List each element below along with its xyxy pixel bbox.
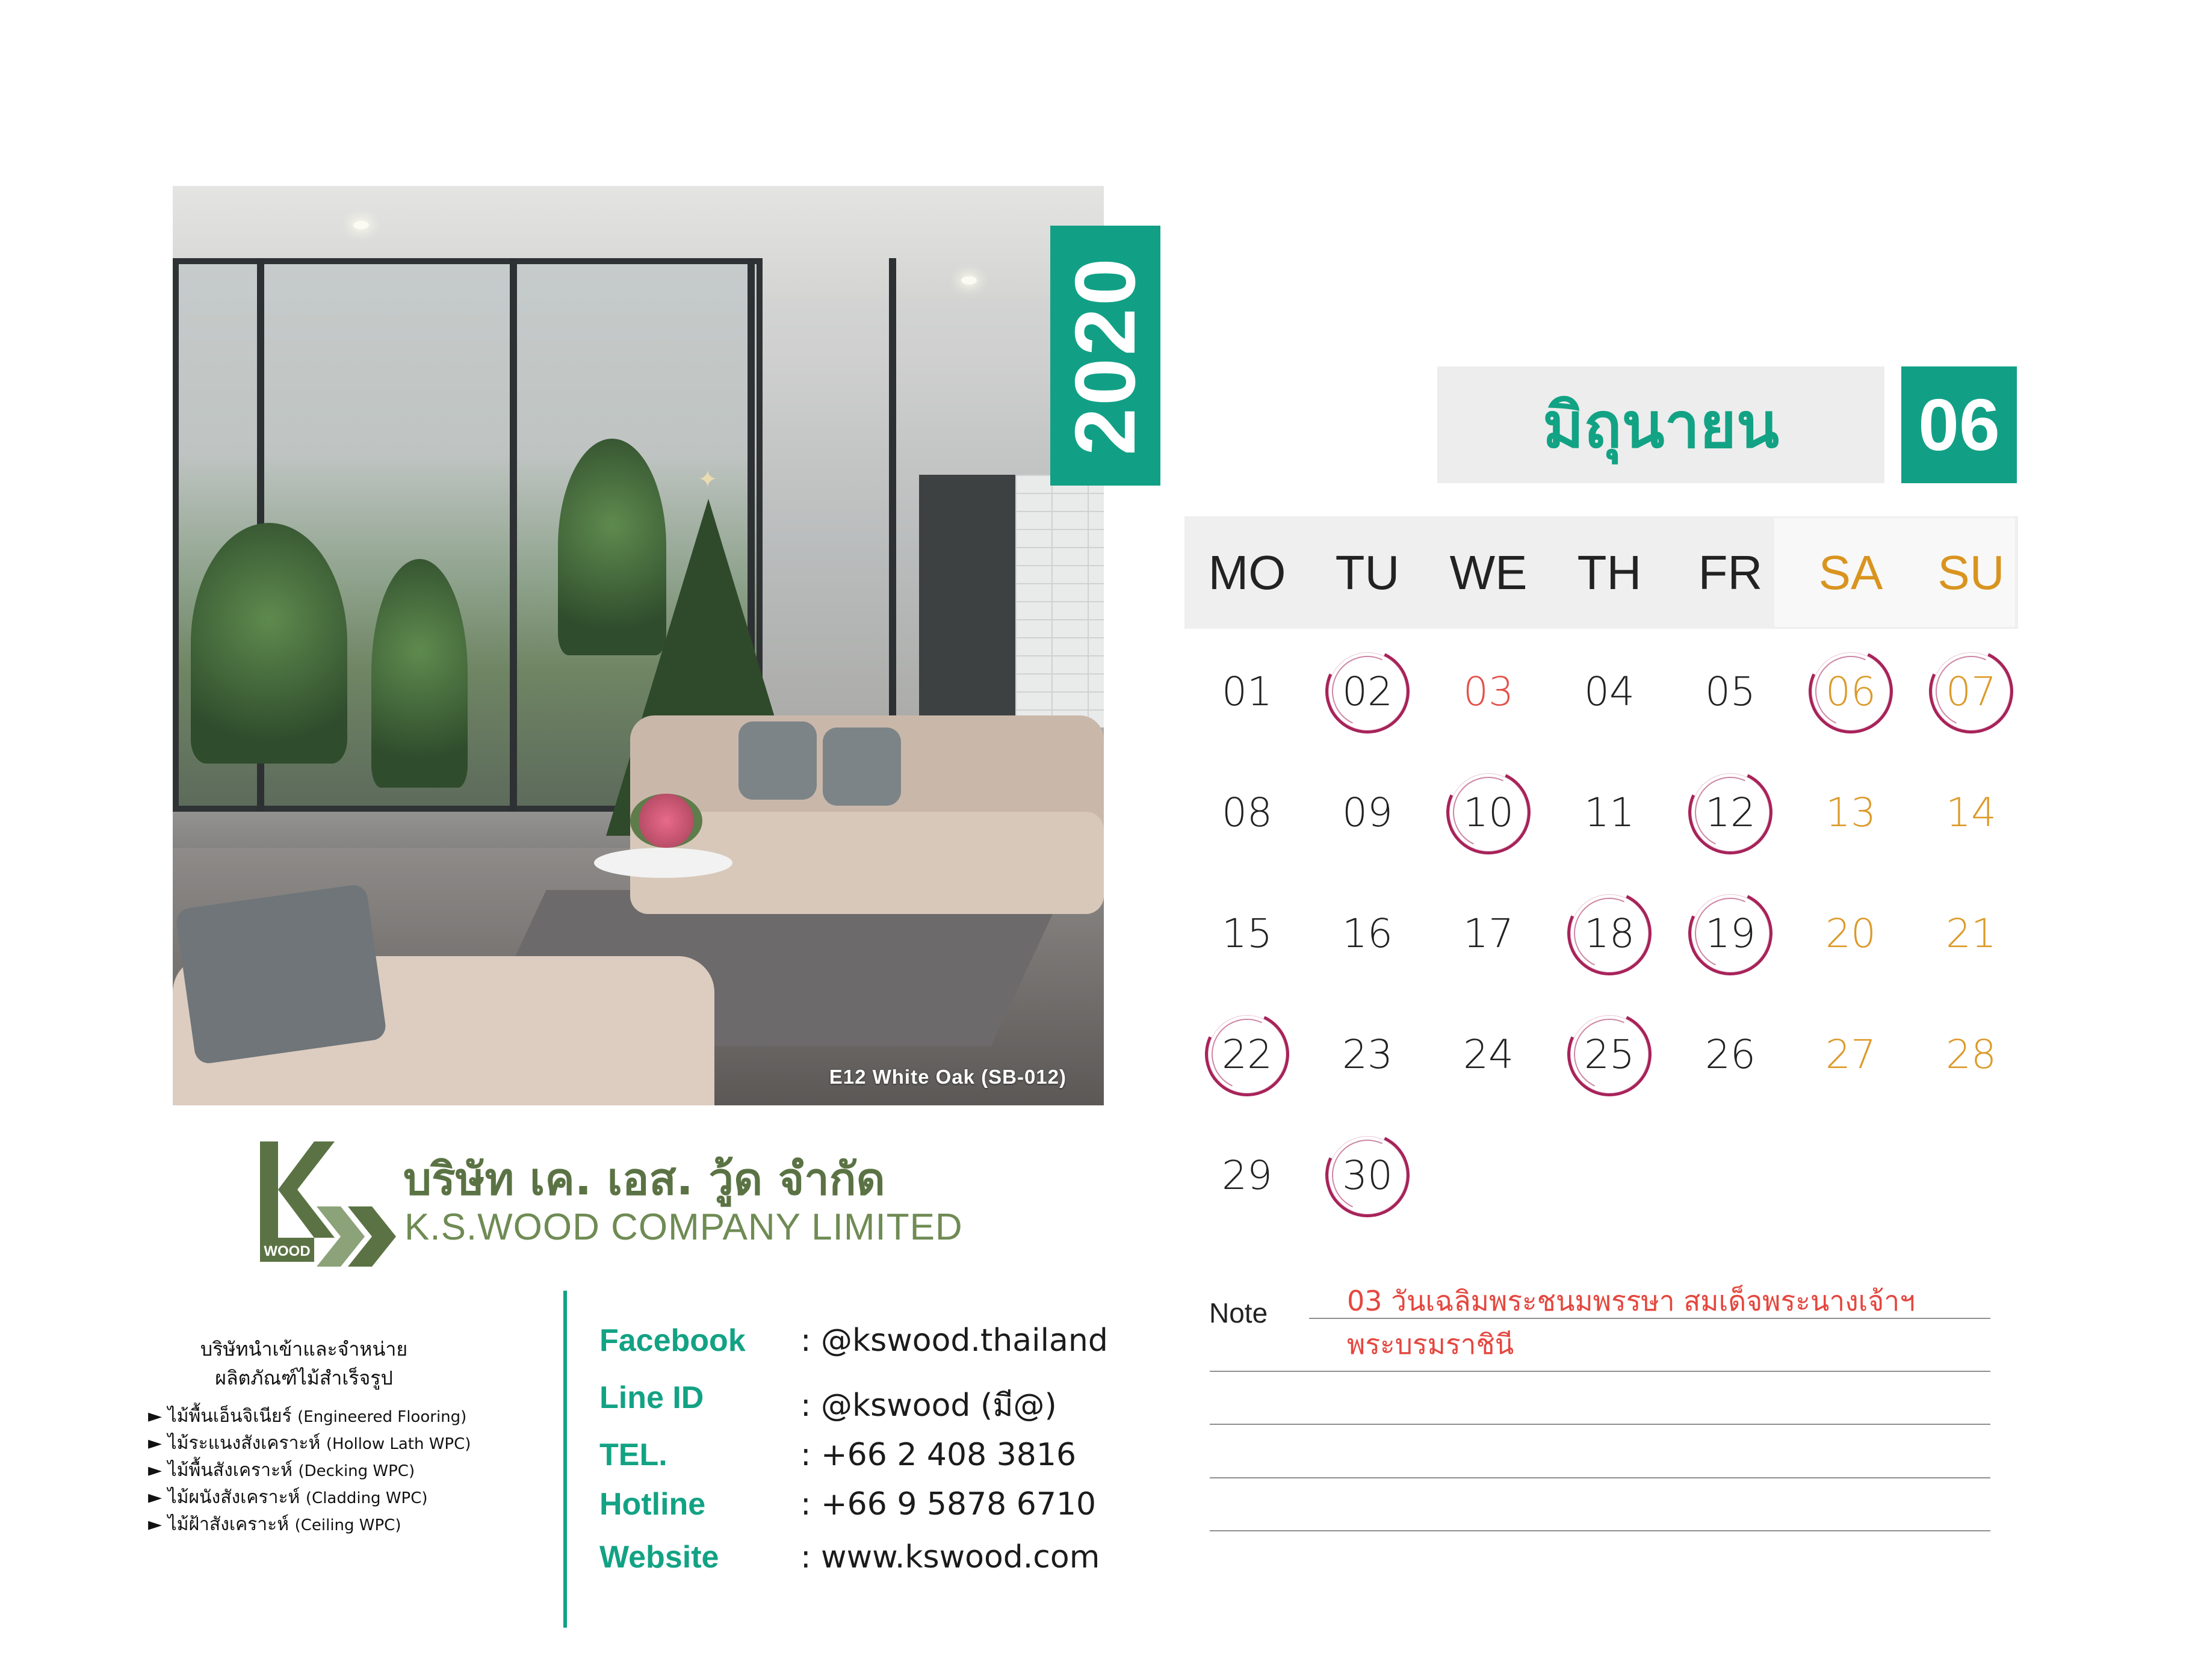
day-number: 03 xyxy=(1463,668,1514,715)
day-cell xyxy=(1187,649,1307,733)
plant xyxy=(371,559,468,788)
contact-label-facebook: Facebook xyxy=(599,1323,746,1358)
day-cell xyxy=(1307,1012,1428,1096)
ks-wood-logo-icon xyxy=(259,1140,397,1274)
product-item: ► ไม้ผนังสังเคราะห์ (Cladding WPC) xyxy=(148,1487,428,1508)
contact-divider xyxy=(563,1291,567,1628)
product-en: (Hollow Lath WPC) xyxy=(326,1435,471,1453)
contact-label-tel: TEL. xyxy=(599,1438,667,1472)
product-en: (Cladding WPC) xyxy=(305,1489,428,1507)
contact-value-hotline[interactable]: : +66 9 5878 6710 xyxy=(800,1486,1097,1522)
day-cell xyxy=(1670,891,1791,975)
logo-text: WOOD xyxy=(264,1243,311,1259)
day-cell xyxy=(1307,649,1428,733)
day-cell xyxy=(1187,1012,1307,1096)
day-cell-weekend xyxy=(1791,770,1911,854)
day-number: 04 xyxy=(1584,668,1635,715)
weekday-tu: TU xyxy=(1335,545,1400,599)
note-line xyxy=(1309,1318,1990,1319)
product-item: ► ไม้ฝ้าสังเคราะห์ (Ceiling WPC) xyxy=(148,1514,401,1535)
day-cell-weekend xyxy=(1911,649,2031,733)
intro-line: บริษัทนำเข้าและจำหน่าย xyxy=(200,1338,408,1360)
contact-value-facebook[interactable]: : @kswood.thailand xyxy=(800,1323,1108,1359)
note-text-line1: 03 วันเฉลิมพระชนมพรรษา สมเด็จพระนางเจ้าฯ xyxy=(1347,1285,1915,1317)
day-cell xyxy=(1670,649,1791,733)
cushion xyxy=(823,727,901,806)
company-name-th: บริษัท เค. เอส. วู้ด จำกัด xyxy=(403,1153,885,1205)
note-line xyxy=(1210,1477,1990,1478)
day-cell xyxy=(1670,1012,1791,1096)
weekday-th: TH xyxy=(1577,545,1642,599)
day-cell xyxy=(1187,770,1307,854)
day-cell xyxy=(1428,770,1549,854)
day-cell-weekend xyxy=(1791,891,1911,975)
day-cell xyxy=(1428,891,1549,975)
contact-value-tel[interactable]: : +66 2 408 3816 xyxy=(800,1437,1077,1473)
product-th: ไม้พื้นสังเคราะห์ xyxy=(167,1460,293,1481)
ceiling-light xyxy=(353,221,369,229)
day-number: 27 xyxy=(1825,1031,1876,1078)
day-number: 15 xyxy=(1222,910,1272,957)
weekday-we: WE xyxy=(1449,545,1528,599)
contact-label-line: Line ID xyxy=(599,1380,704,1415)
month-number: 06 xyxy=(1901,366,2017,483)
day-number: 18 xyxy=(1584,910,1635,957)
day-number: 06 xyxy=(1825,668,1876,715)
day-cell xyxy=(1307,891,1428,975)
day-number: 10 xyxy=(1463,789,1514,836)
day-number: 12 xyxy=(1705,789,1756,836)
product-item: ► ไม้พื้นเอ็นจิเนียร์ (Engineered Flooring) xyxy=(148,1406,467,1427)
day-cell-weekend xyxy=(1911,891,2031,975)
day-cell-weekend xyxy=(1911,1012,2031,1096)
cushion xyxy=(175,883,387,1065)
product-th: ไม้ผนังสังเคราะห์ xyxy=(167,1487,300,1508)
day-cell xyxy=(1307,1133,1428,1217)
company-intro xyxy=(163,1335,445,1392)
day-cell xyxy=(1187,1133,1307,1217)
day-cell xyxy=(1549,649,1670,733)
note-line xyxy=(1210,1371,1990,1372)
intro-line: ผลิตภัณฑ์ไม้สำเร็จรูป xyxy=(215,1367,393,1389)
day-number: 05 xyxy=(1705,668,1756,715)
weekday-sa: SA xyxy=(1818,545,1883,599)
product-item: ► ไม้พื้นสังเคราะห์ (Decking WPC) xyxy=(148,1460,415,1481)
day-number: 30 xyxy=(1342,1152,1393,1199)
note-label: Note xyxy=(1209,1297,1268,1329)
month-name: มิถุนายน xyxy=(1542,388,1780,462)
day-cell-weekend xyxy=(1791,1012,1911,1096)
product-item: ► ไม้ระแนงสังเคราะห์ (Hollow Lath WPC) xyxy=(148,1433,471,1454)
product-en: (Engineered Flooring) xyxy=(297,1408,467,1426)
day-cell xyxy=(1187,891,1307,975)
day-number: 13 xyxy=(1825,789,1876,836)
day-number: 17 xyxy=(1463,910,1514,957)
product-en: (Ceiling WPC) xyxy=(294,1516,401,1534)
coffee-table xyxy=(594,848,732,878)
day-number: 01 xyxy=(1222,668,1272,715)
month-name-box xyxy=(1437,366,1884,483)
tile-wall xyxy=(1015,475,1104,727)
day-number: 21 xyxy=(1946,910,1996,957)
day-number: 14 xyxy=(1946,789,1996,836)
contact-value-line[interactable]: : @kswood (มี@) xyxy=(800,1388,1057,1424)
product-th: ไม้ฝ้าสังเคราะห์ xyxy=(167,1514,289,1535)
day-number: 11 xyxy=(1584,789,1635,836)
day-number: 24 xyxy=(1463,1031,1514,1078)
day-number: 25 xyxy=(1584,1031,1635,1078)
product-en: (Decking WPC) xyxy=(298,1462,415,1480)
weekday-fr: FR xyxy=(1698,545,1763,599)
flower-vase xyxy=(630,794,702,848)
contact-label-hotline: Hotline xyxy=(599,1487,706,1522)
day-number: 23 xyxy=(1342,1031,1393,1078)
year-tab xyxy=(1050,226,1160,486)
note-line xyxy=(1210,1530,1990,1531)
note-line xyxy=(1210,1424,1990,1425)
day-number: 26 xyxy=(1705,1031,1756,1078)
day-cell xyxy=(1428,1012,1549,1096)
day-cell xyxy=(1307,770,1428,854)
day-cell xyxy=(1549,770,1670,854)
day-number: 09 xyxy=(1342,789,1393,836)
day-number: 29 xyxy=(1222,1152,1272,1199)
contact-value-website[interactable]: : www.kswood.com xyxy=(800,1539,1100,1575)
plant xyxy=(191,523,347,764)
weekday-su: SU xyxy=(1937,545,2005,599)
day-number: 22 xyxy=(1222,1031,1272,1078)
day-cell xyxy=(1670,770,1791,854)
day-number: 19 xyxy=(1705,910,1756,957)
day-number: 28 xyxy=(1946,1031,1996,1078)
day-number: 07 xyxy=(1946,668,1996,715)
product-th: ไม้ระแนงสังเคราะห์ xyxy=(167,1433,321,1454)
ceiling-light xyxy=(961,276,977,285)
interior-photo xyxy=(173,186,1104,1105)
photo-caption: E12 White Oak (SB-012) xyxy=(829,1066,1067,1088)
product-th: ไม้พื้นเอ็นจิเนียร์ xyxy=(167,1406,292,1427)
tree-star-icon: ✦ xyxy=(698,466,718,493)
note-text-line2: พระบรมราชินี xyxy=(1347,1328,1514,1360)
cushion xyxy=(738,721,817,800)
year-label: 2020 xyxy=(1057,256,1153,456)
day-number: 20 xyxy=(1825,910,1876,957)
window-mullion xyxy=(510,258,517,812)
day-cell xyxy=(1549,1012,1670,1096)
contact-label-website: Website xyxy=(599,1540,719,1575)
day-cell-weekend xyxy=(1911,770,2031,854)
day-number: 16 xyxy=(1342,910,1393,957)
day-cell xyxy=(1549,891,1670,975)
company-name-en: K.S.WOOD COMPANY LIMITED xyxy=(404,1206,963,1248)
day-cell-weekend xyxy=(1791,649,1911,733)
weekday-mo: MO xyxy=(1208,545,1286,599)
day-cell-holiday xyxy=(1428,649,1549,733)
day-number: 08 xyxy=(1222,789,1272,836)
day-number: 02 xyxy=(1342,668,1393,715)
